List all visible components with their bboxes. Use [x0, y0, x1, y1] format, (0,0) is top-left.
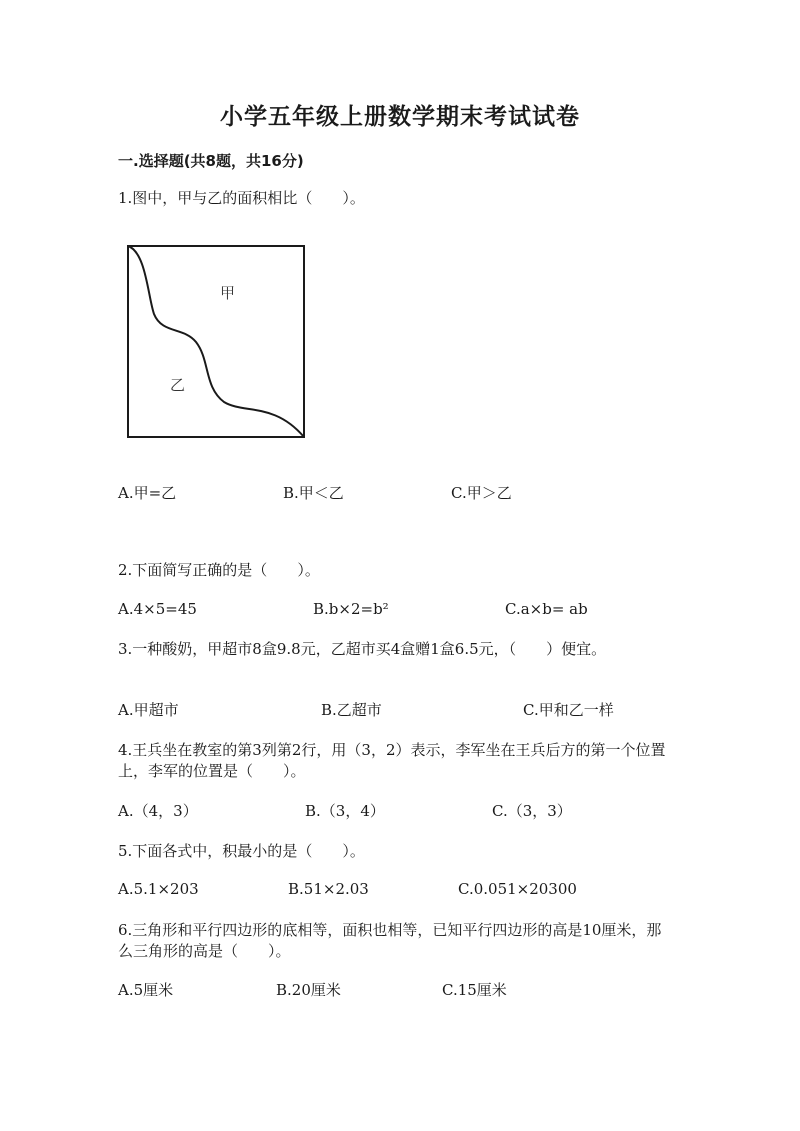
question-1: 1.图中，甲与乙的面积相比（ ）。	[118, 189, 365, 207]
figure-square	[128, 246, 304, 437]
question-2-option-c[interactable]: C.a×b= ab	[505, 600, 588, 618]
question-2-option-a[interactable]: A.4×5=45	[118, 600, 197, 618]
question-5-option-a[interactable]: A.5.1×203	[118, 880, 199, 898]
question-6-option-c[interactable]: C.15厘米	[442, 981, 507, 999]
question-5-option-b[interactable]: B.51×2.03	[288, 880, 369, 898]
area-comparison-diagram	[124, 242, 308, 442]
question-6: 6.三角形和平行四边形的底相等，面积也相等，已知平行四边形的高是10厘米，那么三角形的高是（ ）。	[118, 921, 662, 960]
section-heading: 一.选择题(共8题，共16分)	[118, 152, 304, 170]
question-5: 5.下面各式中，积最小的是（ ）。	[118, 842, 365, 860]
question-4: 4.王兵坐在教室的第3列第2行，用（3，2）表示，李军坐在王兵后方的第一个位置上，李军的位置是（ ）。	[118, 741, 666, 780]
question-4-option-a[interactable]: A.（4，3）	[118, 802, 198, 820]
question-6-option-a[interactable]: A.5厘米	[118, 981, 174, 999]
question-3: 3.一种酸奶，甲超市8盒9.8元，乙超市买4盒赠1盒6.5元，（ ）便宜。	[118, 640, 607, 658]
question-3-option-b[interactable]: B.乙超市	[321, 701, 382, 719]
figure-label-yi: 乙	[170, 376, 186, 394]
question-4-option-b[interactable]: B.（3，4）	[305, 802, 385, 820]
page-title: 小学五年级上册数学期末考试试卷	[220, 104, 580, 130]
question-1-option-b[interactable]: B.甲＜乙	[283, 484, 344, 502]
question-1-option-c[interactable]: C.甲＞乙	[451, 484, 512, 502]
question-4-option-c[interactable]: C.（3，3）	[492, 802, 572, 820]
question-1-option-a[interactable]: A.甲=乙	[118, 484, 177, 502]
question-2-option-b[interactable]: B.b×2=b²	[313, 600, 389, 618]
figure-label-jia: 甲	[220, 284, 236, 302]
question-3-option-a[interactable]: A.甲超市	[118, 701, 179, 719]
question-6-option-b[interactable]: B.20厘米	[276, 981, 341, 999]
question-2: 2.下面简写正确的是（ ）。	[118, 561, 320, 579]
question-5-option-c[interactable]: C.0.051×20300	[458, 880, 577, 898]
question-1-figure	[124, 242, 308, 442]
question-3-option-c[interactable]: C.甲和乙一样	[523, 701, 614, 719]
